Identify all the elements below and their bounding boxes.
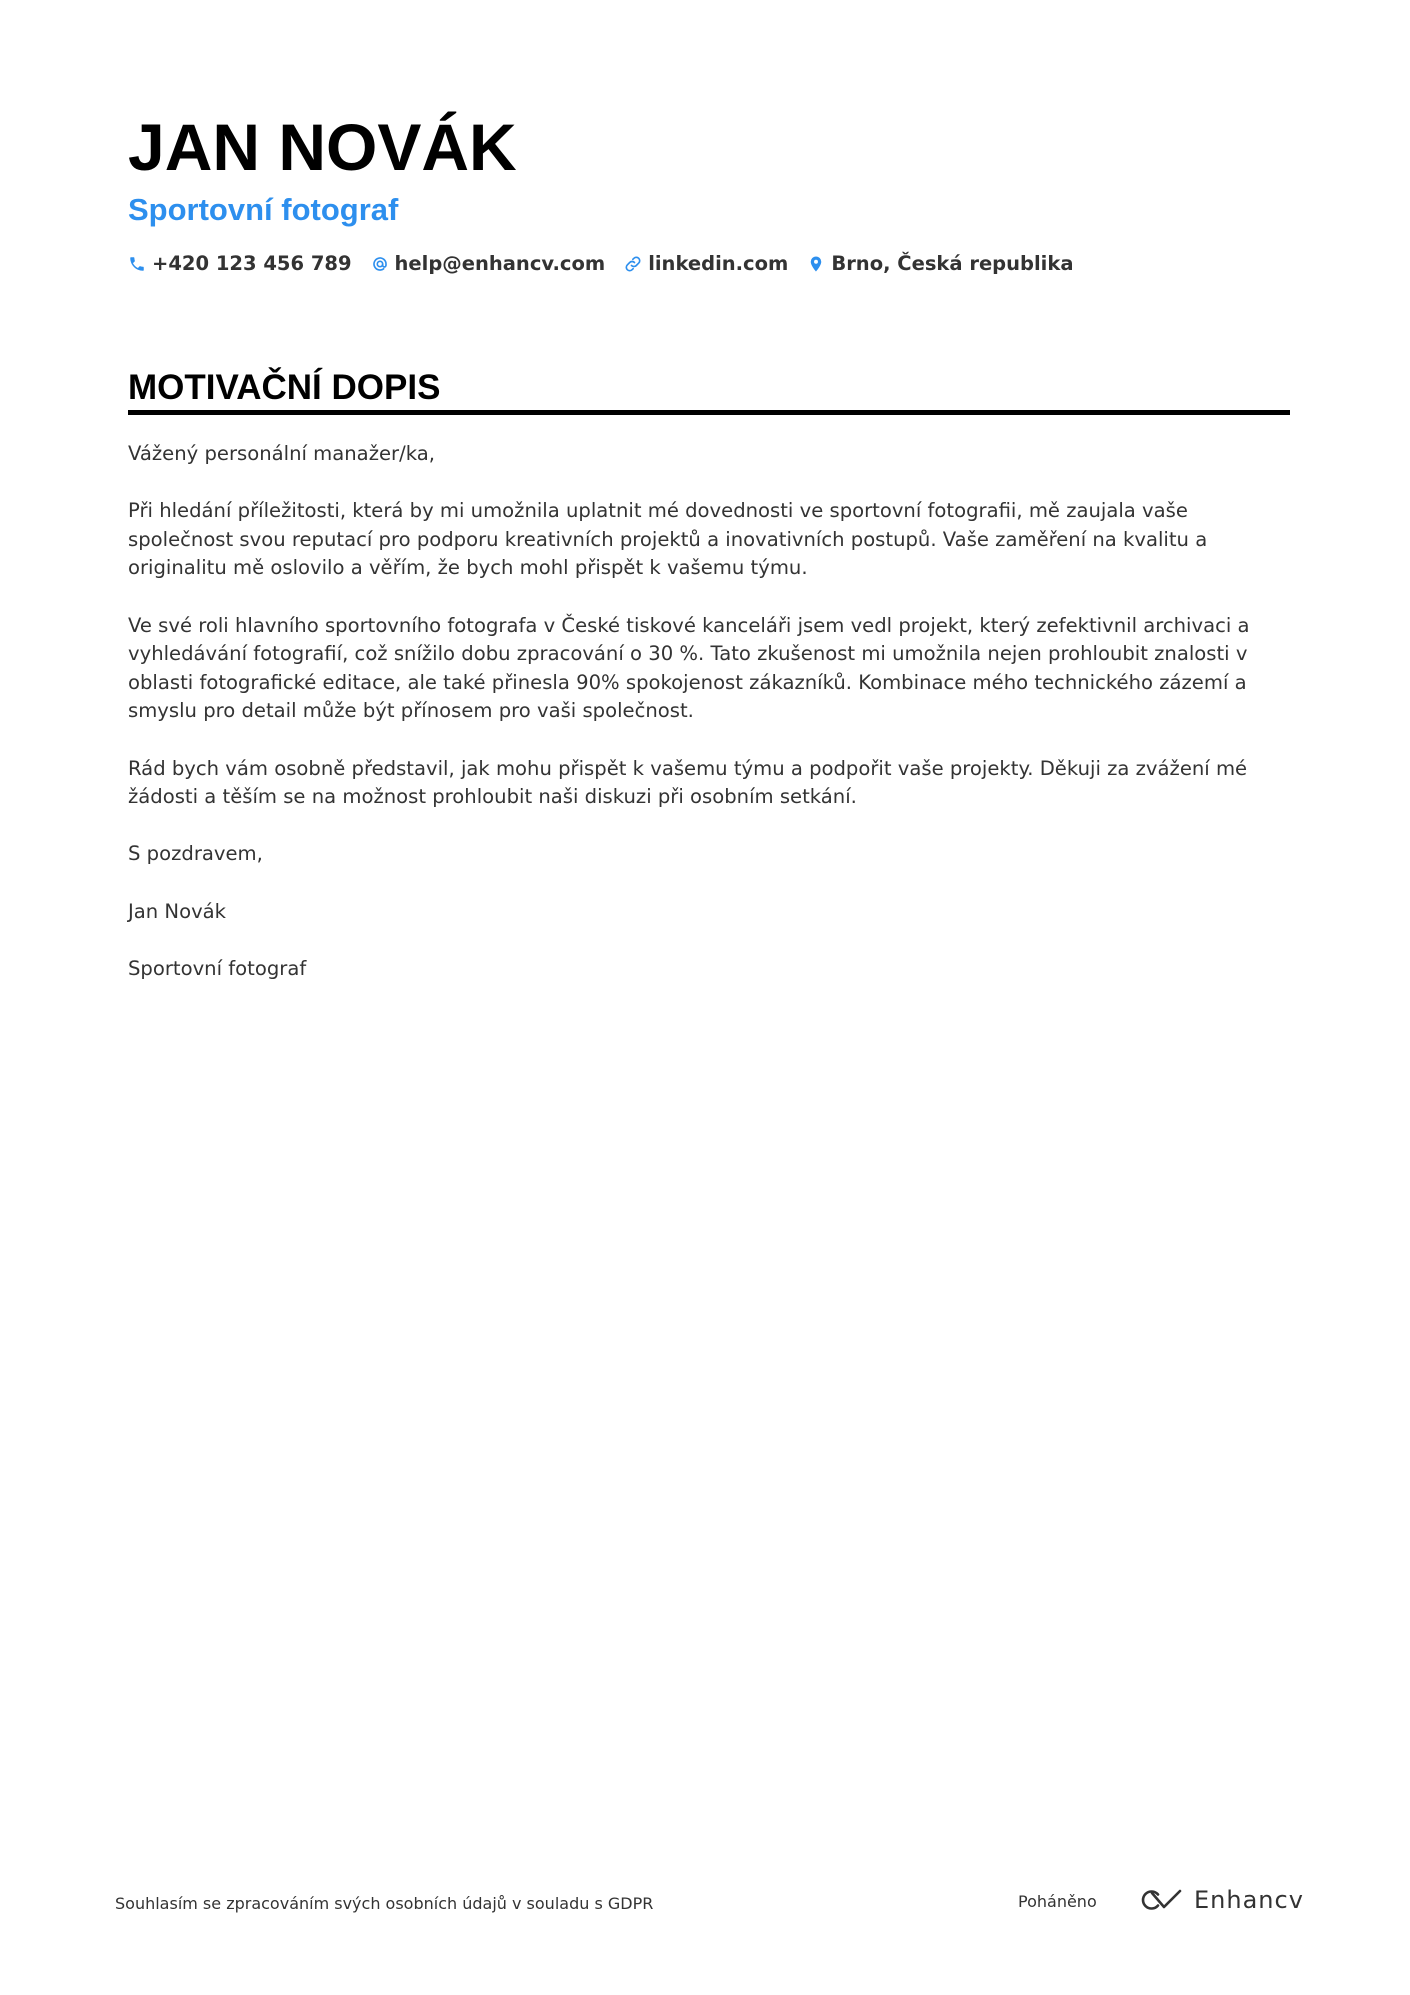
phone-icon <box>128 255 146 273</box>
contact-phone-text: +420 123 456 789 <box>152 252 352 275</box>
paragraph: Při hledání příležitosti, která by mi umožnila uplatnit mé dovednosti ve sportovní fotografii, mě zaujala vaše společnost svou reputací pro podporu kreativních projektů a inovativních postupů. Vaše zaměření na kvalitu a originalitu mě oslovilo a věřím, že bych mohl přispět k vašemu týmu. <box>128 499 1208 580</box>
section-divider <box>128 410 1290 415</box>
signature-name: Jan Novák <box>128 899 227 923</box>
at-icon <box>371 255 389 273</box>
gdpr-note: Souhlasím se zpracováním svých osobních údajů v souladu s GDPR <box>115 1894 654 1913</box>
location-pin-icon <box>807 255 825 273</box>
applicant-role: Sportovní fotograf <box>128 192 399 227</box>
contact-bar <box>128 252 1092 275</box>
enhancv-brand[interactable] <box>1138 1885 1304 1915</box>
contact-linkedin-text: linkedin.com <box>648 252 789 275</box>
paragraph: Ve své roli hlavního sportovního fotografa v České tiskové kanceláři jsem vedl projekt, který zefektivnil archivaci a vyhledávání fotografií, což snížilo dobu zpracování o 30 %. Tato zkušenost mi umožnila nejen prohloubit znalosti v oblasti fotografické editace, ale také přinesla 90% spokojenost zákazníků. Kombinace mého technického zázemí a smyslu pro detail může být přínosem pro vaši společnost. <box>128 613 1250 723</box>
salutation: Vážený personální manažer/ka, <box>128 442 435 465</box>
contact-email-text: help@enhancv.com <box>394 252 606 275</box>
contact-location-text: Brno, Česká republika <box>831 252 1074 275</box>
section-title: MOTIVAČNÍ DOPIS <box>128 368 441 407</box>
contact-email[interactable] <box>371 252 606 275</box>
brand-name: Enhancv <box>1194 1886 1304 1914</box>
enhancv-logo-icon <box>1138 1885 1186 1915</box>
letter-body <box>128 440 1278 1012</box>
contact-phone[interactable] <box>128 252 352 275</box>
contact-linkedin[interactable] <box>624 252 788 275</box>
powered-by-label: Poháněno <box>1018 1892 1097 1911</box>
applicant-name: JAN NOVÁK <box>128 110 517 184</box>
paragraph: Rád bych vám osobně představil, jak mohu přispět k vašemu týmu a podpořit vaše projekty. Děkuji za zvážení mé žádosti a těším se na možnost prohloubit naši diskuzi při osobním setkání. <box>128 756 1248 809</box>
closing: S pozdravem, <box>128 842 263 866</box>
signature-role: Sportovní fotograf <box>128 956 307 980</box>
contact-location <box>807 252 1073 275</box>
link-icon <box>624 255 642 273</box>
